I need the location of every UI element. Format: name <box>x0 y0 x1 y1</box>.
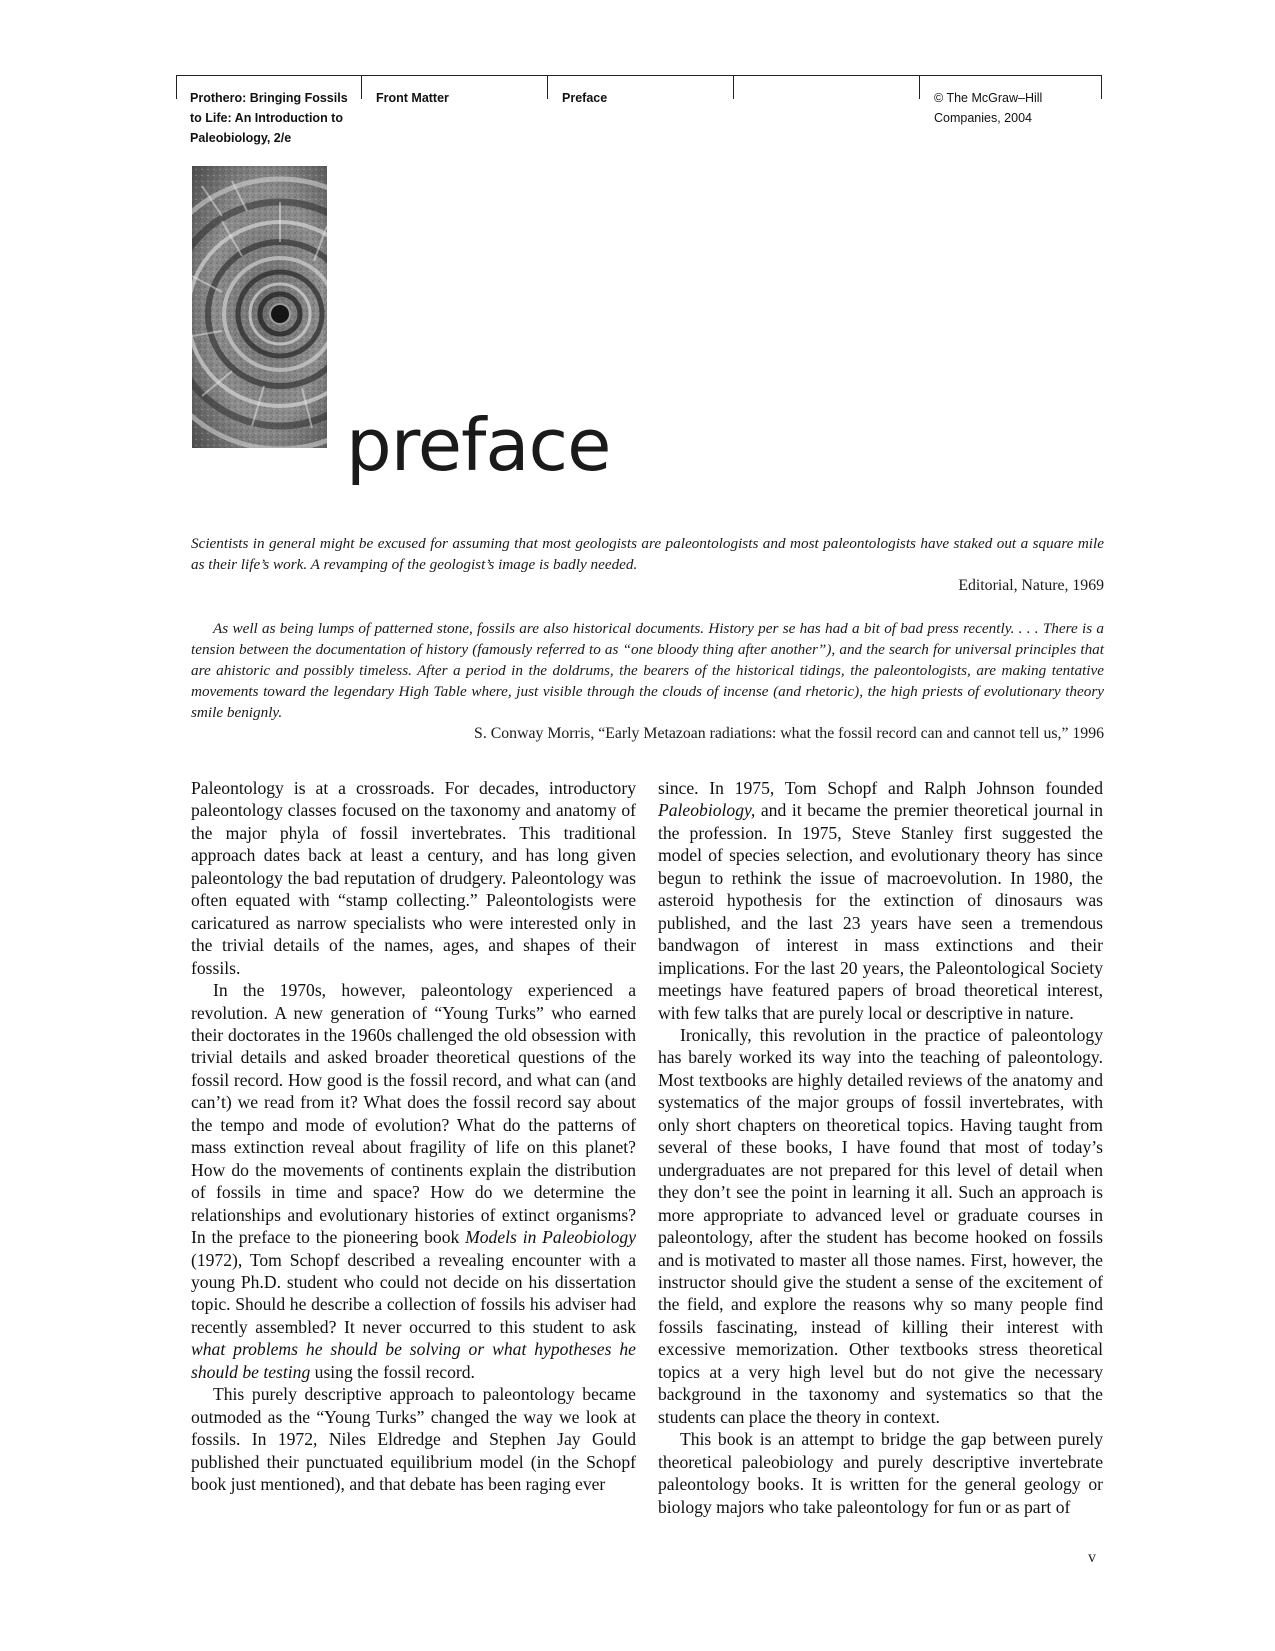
body-paragraph: Paleontology is at a crossroads. For decades, introductory paleontology classes focused on the taxonomy and anatomy of the major phyla of fossil invertebrates. This traditional approach dates back at least a century, and has long given paleontology the bad reputation of drudgery. Paleontology was often equated with “stamp collecting.” Paleontologists were caricatured as narrow specialists who were interested only in the trivial details of the names, ages, and shapes of their fossils. <box>191 778 636 978</box>
header-copyright: © The McGraw–Hill Companies, 2004 <box>934 91 1043 125</box>
epigraph-source: S. Conway Morris, “Early Metazoan radiations: what the fossil record can and cannot tell us,” 1996 <box>474 725 1104 742</box>
body-paragraph: Ironically, this revolution in the practice of paleontology has barely worked its way into the teaching of paleontology. Most textbooks are highly detailed reviews of the anatomy and systematics of the major groups of fossil invertebrates, with only short chapters on theoretical topics. Having taught from several of these books, I have found that most of today’s undergraduates are not prepared for this level of detail when they don’t see the point in learning it all. Such an approach is more appropriate to advanced level or graduate courses in paleontology, after the student has become hooked on fossils and is motivated to master all those names. First, however, the instructor should give the student a sense of the excitement of the field, and explore the reasons why so many people find fossils fascinating, instead of killing their interest with excessive memorization. Other textbooks stress theoretical topics at a very high level but do not give the necessary background in the taxonomy and systematics so that the students can place the theory in context. <box>658 1024 1103 1427</box>
header-cell-empty <box>733 75 920 99</box>
epigraph-2 <box>191 618 1104 744</box>
header-section: Preface <box>562 91 608 105</box>
question-emphasis: what problems he should be solving or what hypotheses he should be testing <box>191 1339 636 1382</box>
body-paragraph: This book is an attempt to bridge the gap between purely theoretical paleobiology and purely descriptive invertebrate paleontology books. It is written for the general geology or biology majors who take paleontology for fun or as part of <box>658 1429 1103 1517</box>
header-book-title: Prothero: Bringing Fossils to Life: An Introduction to Paleobiology, 2/e <box>190 91 348 145</box>
page-number: v <box>1088 1549 1096 1566</box>
header-part: Front Matter <box>376 91 449 105</box>
body-column-left <box>191 777 636 1496</box>
body-paragraph-continued: since. In 1975, Tom Schopf and Ralph Johnson founded Paleobiology, and it became the premier theoretical journal in the profession. In 1975, Steve Stanley first suggested the model of species selection, and evolutionary theory has since begun to rethink the issue of macroevolution. In 1980, the asteroid hypothesis for the extinction of dinosaurs was published, and the last 23 years have seen a tremendous bandwagon of interest in mass extinctions and their implications. For the last 20 years, the Paleontological Society meetings have featured papers of broad theoretical interest, with few talks that are purely local or descriptive in nature. <box>658 778 1103 1023</box>
body-paragraph: This purely descriptive approach to paleontology became outmoded as the “Young Turks” changed the way we look at fossils. In 1972, Niles Eldredge and Stephen Jay Gould published their punctuated equilibrium model (in the Schopf book just mentioned), and that debate has been raging ever <box>191 1384 636 1495</box>
book-title-emphasis: Models in Paleobiology <box>465 1227 636 1248</box>
journal-title-emphasis: Paleobiology, <box>658 800 756 821</box>
body-column-right <box>658 777 1103 1518</box>
running-header <box>176 75 1101 165</box>
chapter-title: preface <box>346 403 611 488</box>
ammonite-fossil-image <box>192 166 327 448</box>
body-paragraph: In the 1970s, however, paleontology experienced a revolution. A new generation of “Young Turks” who earned their doctorates in the 1960s challenged the old obsession with trivial details and asked broader theoretical questions of the fossil record. How good is the fossil record, and what can (and can’t) we read from it? What does the fossil record say about the tempo and mode of evolution? What do the patterns of mass extinction reveal about fragility of life on this planet? How do the movements of continents explain the distribution of fossils in time and space? How do we determine the relationships and evolutionary histories of extinct organisms? In the preface to the pioneering book Models in Paleobiology (1972), Tom Schopf described a revealing encounter with a young Ph.D. student who could not decide on his dissertation topic. Should he describe a collection of fossils his adviser had recently assembled? It never occurred to this student to ask what problems he should be solving or what hypotheses he should be testing using the fossil record. <box>191 980 636 1382</box>
epigraph-1 <box>191 533 1104 596</box>
epigraph-quote: As well as being lumps of patterned stone, fossils are also historical documents. History per se has had a bit of bad press recently. . . . There is a tension between the documentation of history (famously referred to as “one bloody thing after another”), and the search for universal principles that are ahistoric and possibly timeless. After a period in the doldrums, the bearers of the historical tidings, the paleontologists, are making tentative movements toward the legendary High Table where, just visible through the clouds of incense (and rhetoric), the high priests of evolutionary theory smile benignly. <box>191 620 1104 721</box>
epigraph-quote: Scientists in general might be excused for assuming that most geologists are paleontologists and most paleontologists have staked out a square mile as their life’s work. A revamping of the geologist’s image is badly needed. <box>191 535 1104 573</box>
epigraph-source: Editorial, Nature, 1969 <box>958 577 1104 594</box>
